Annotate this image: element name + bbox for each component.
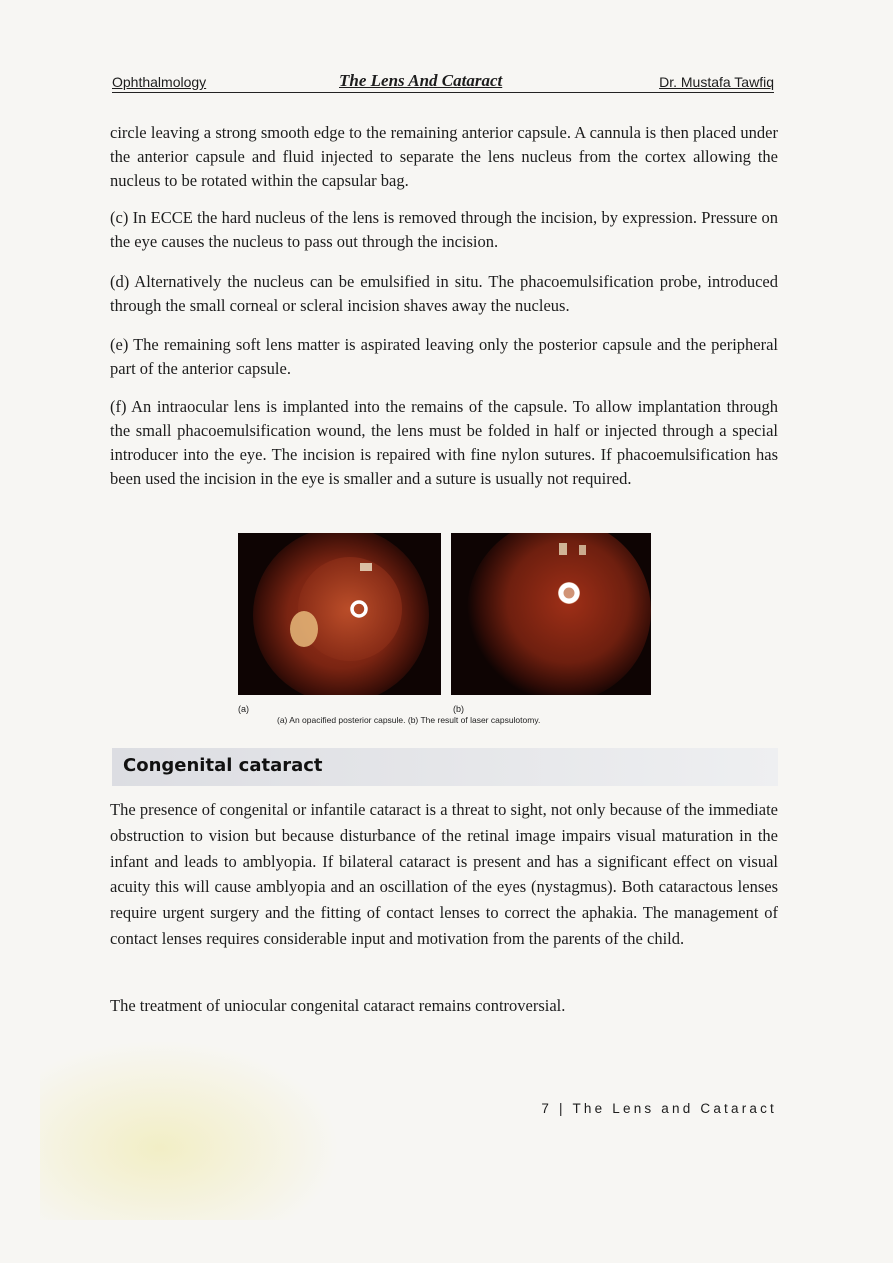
paragraph-intraocular-lens: (f) An intraocular lens is implanted into the remains of the capsule. To allow implantation through the small phacoemulsification wound, the lens must be folded in half or injected through a special introducer into the eye. The incision is repaired with fine nylon sutures. If phacoemulsification has been used the incision in the eye is smaller and a suture is usually not required. <box>110 397 778 488</box>
paragraph-aspiration: (e) The remaining soft lens matter is aspirated leaving only the posterior capsule and the peripheral part of the anterior capsule. <box>110 335 778 378</box>
page-header <box>112 70 774 93</box>
figure-label-b: (b) <box>453 704 464 714</box>
header-author: Dr. Mustafa Tawfiq <box>659 74 774 90</box>
paragraph-congenital-cataract: The presence of congenital or infantile cataract is a threat to sight, not only because of the immediate obstruction to vision but because disturbance of the retinal image impairs visual maturation in the infant and leads to amblyopia. If bilateral cataract is present and has a significant effect on visual acuity this will cause amblyopia and an oscillation of the eyes (nystagmus). Both cataractous lenses require urgent surgery and the fitting of contact lenses to correct the aphakia. The management of contact lenses requires considerable input and motivation from the parents of the child. <box>110 800 778 948</box>
paper-light-glare <box>40 1040 340 1220</box>
paragraph-phacoemulsification: (d) Alternatively the nucleus can be emulsified in situ. The phacoemulsification probe, introduced through the small corneal or scleral incision shaves away the nucleus. <box>110 272 778 315</box>
paragraph-capsule-edge: circle leaving a strong smooth edge to the remaining anterior capsule. A cannula is then placed under the anterior capsule and fluid injected to separate the lens nucleus from the cortex allowing the nucleus to be rotated within the capsular bag. <box>110 123 778 190</box>
figure-photo-opacified-capsule <box>238 533 441 695</box>
header-subject: Ophthalmology <box>112 74 207 90</box>
page-footer: 7 | The Lens and Cataract <box>541 1101 777 1116</box>
section-title: Congenital cataract <box>123 755 323 776</box>
section-heading-bar <box>112 748 778 786</box>
header-chapter-title: The Lens And Cataract <box>339 71 503 90</box>
figure-photo-laser-capsulotomy <box>451 533 651 695</box>
paragraph-uniocular-treatment: The treatment of uniocular congenital cataract remains controversial. <box>110 996 566 1015</box>
figure-caption: (a) An opacified posterior capsule. (b) The result of laser capsulotomy. <box>277 715 541 725</box>
figure-label-a: (a) <box>238 704 249 714</box>
paragraph-ecce: (c) In ECCE the hard nucleus of the lens is removed through the incision, by expression. Pressure on the eye causes the nucleus to pass out through the incision. <box>110 208 778 251</box>
